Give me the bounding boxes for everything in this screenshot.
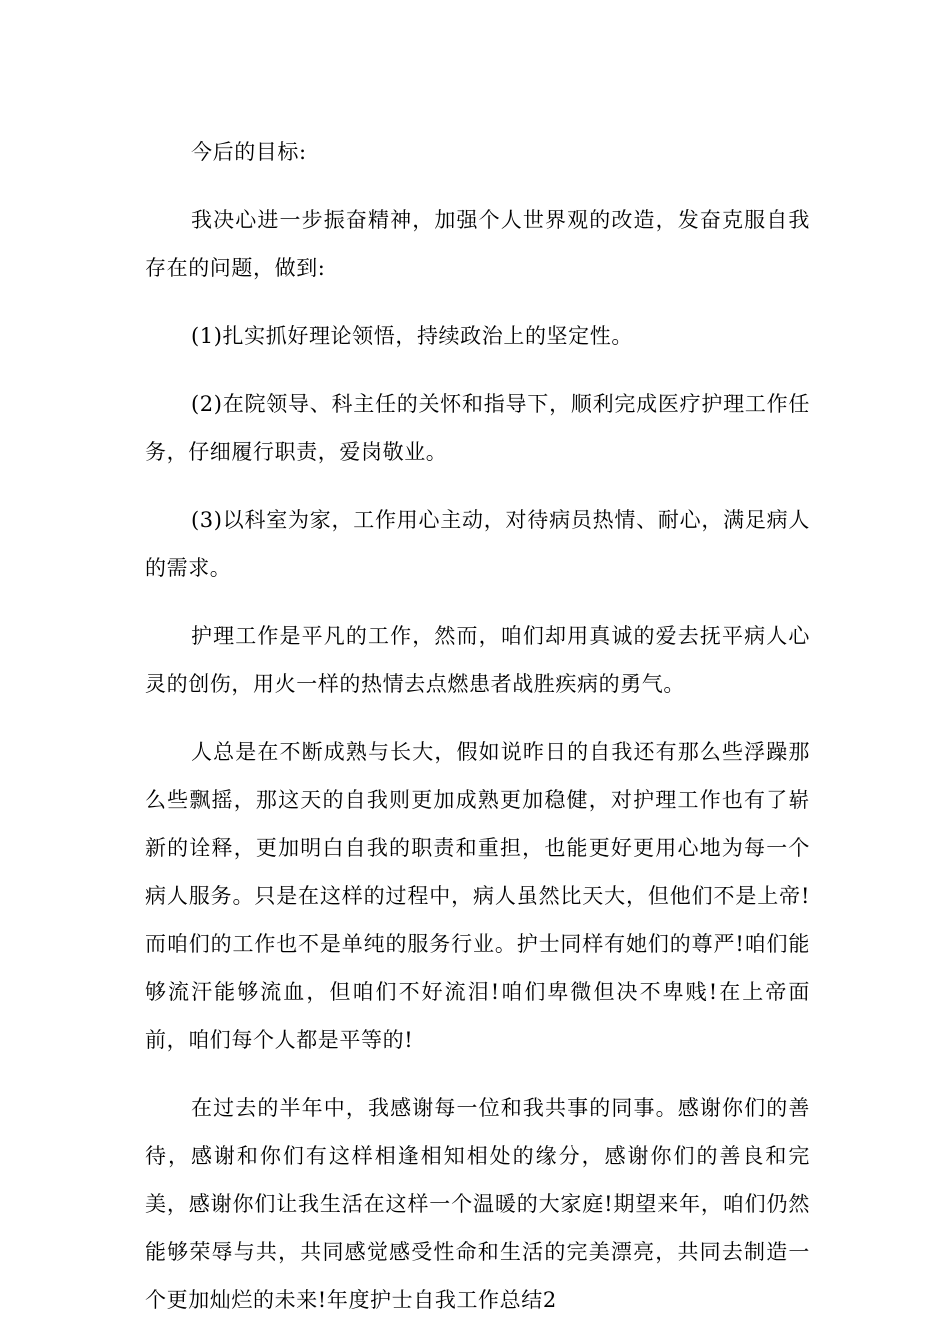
paragraph-growth: 人总是在不断成熟与长大，假如说昨日的自我还有那么些浮躁那么些飘摇，那这天的自我则更加成熟更加稳健，对护理工作也有了崭新的诠释，更加明白自我的职责和重担，也能更好更用心地为每一个病人服务。只是在这样的过程中，病人虽然比天大，但他们不是上帝!而咱们的工作也不是单纯的服务行业。护士同样有她们的尊严!咱们能够流汗能够流血，但咱们不好流泪!咱们卑微但决不卑贱!在上帝面前，咱们每个人都是平等的! (145, 740, 810, 1052)
paragraph-item-1: (1)扎实抓好理论领悟，持续政治上的坚定性。 (191, 324, 633, 348)
document-body (145, 128, 810, 1344)
paragraph-item-3: (3)以科室为家，工作用心主动，对待病员热情、耐心，满足病人的需求。 (145, 508, 810, 580)
paragraph-resolution: 我决心进一步振奋精神，加强个人世界观的改造，发奋克服自我存在的问题，做到: (145, 208, 810, 280)
paragraph-goals-heading: 今后的目标: (191, 140, 307, 164)
paragraph-item-2: (2)在院领导、科主任的关怀和指导下，顺利完成医疗护理工作任务，仔细履行职责，爱岗敬业。 (145, 392, 810, 464)
paragraph-nursing-work: 护理工作是平凡的工作，然而，咱们却用真诚的爱去抚平病人心灵的创伤，用火一样的热情去点燃患者战胜疾病的勇气。 (145, 624, 810, 696)
paragraph-thanks: 在过去的半年中，我感谢每一位和我共事的同事。感谢你们的善待，感谢和你们有这样相逢相知相处的缘分，感谢你们的善良和完美，感谢你们让我生活在这样一个温暖的大家庭!期望来年，咱们仍然能够荣辱与共，共同感觉感受性命和生活的完美漂亮，共同去制造一个更加灿烂的未来!年度护士自我工作总结2 (145, 1096, 810, 1312)
